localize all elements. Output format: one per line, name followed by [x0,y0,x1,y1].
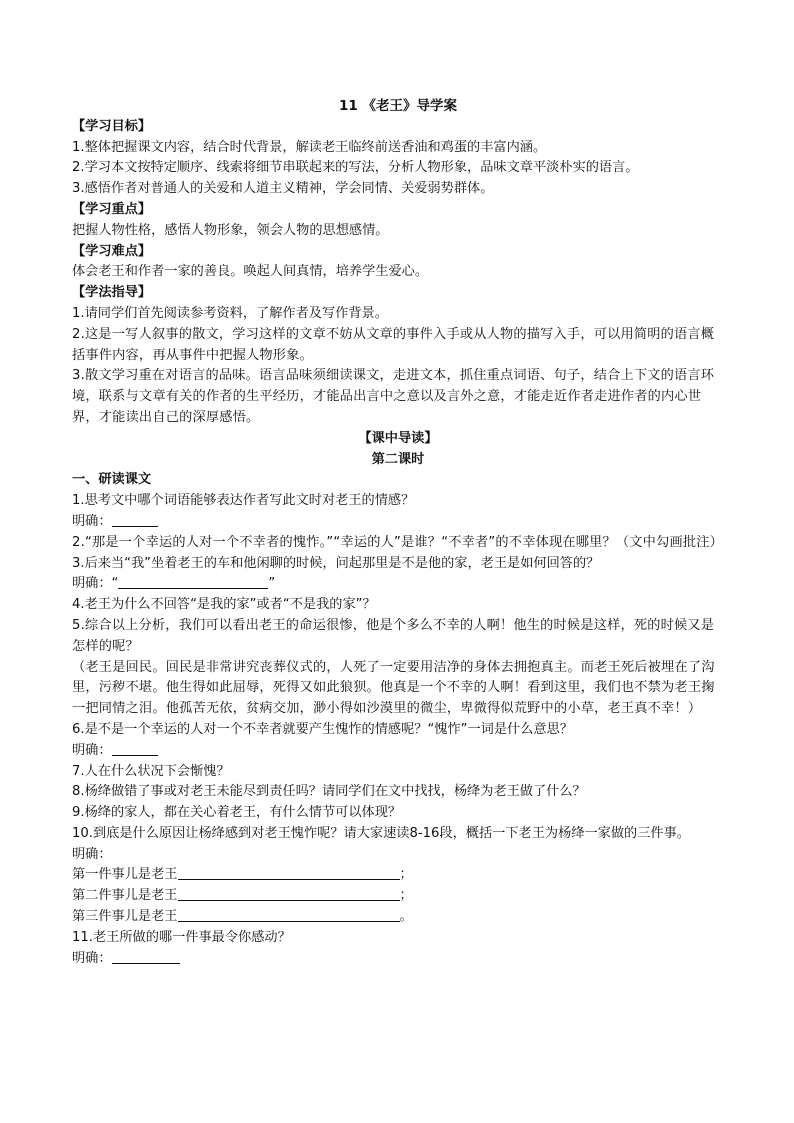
answer-row-11 [72,949,724,970]
answer-row-3 [72,574,724,595]
method-heading: 【学法指导】 [72,285,152,301]
answer-row-1 [72,512,724,533]
question-9: 9.杨绛的家人，都在关心着老王，有什么情节可以体现？ [72,805,402,821]
punctuation: 。 [399,909,413,925]
answer-blank[interactable] [112,513,158,527]
method-item: 3.散文学习重在对语言的品味。语言品味须细读课文，走进文本，抓住重点词语、句子，结合上下文的语言环境，联系与文章有关的作者的生平经历，才能品出言中之意以及言外之意，才能走近作者走进作者的内心世界，才能读出自己的深厚感悟。 [72,368,715,425]
method-item: 1.请同学们首先阅读参考资料，了解作者及写作背景。 [72,305,388,321]
page-title: 11 《老王》导学案 [339,98,457,114]
lesson-label: 第二课时 [371,451,425,467]
goals-heading: 【学习目标】 [72,118,152,134]
answer-label: 明确： [72,513,112,529]
question-4: 4.老王为什么不回答“是我的家”或者“不是我的家”？ [72,597,376,613]
punctuation: ； [399,867,413,883]
difficulty-text: 体会老王和作者一家的善良。唤起人间真情，培养学生爱心。 [72,264,429,280]
question-7: 7.人在什么状况下会惭愧？ [72,763,230,779]
section-heading: 一、研读课文 [72,472,152,488]
thing-label: 第二件事儿是老王 [72,888,178,904]
answer-label: 明确： [72,950,112,966]
question-6: 6.是不是一个幸运的人对一个不幸者就要产生愧怍的情感呢？“愧怍”一词是什么意思？ [72,721,573,737]
question-3: 3.后来当“我”坐着老王的车和他闲聊的时候，问起那里是不是他的家，老王是如何回答的？ [72,555,600,571]
question-10: 10.到底是什么原因让杨绛感到对老王愧怍呢？请大家速读8-16段，概括一下老王为杨绛一家做的三件事。 [72,825,690,841]
question-2: 2.“那是一个幸运的人对一个不幸者的愧怍。”“幸运的人”是谁？“不幸者”的不幸体现在哪里？（文中勾画批注） [72,534,724,550]
answer-label: 明确：“ [72,576,119,592]
question-1: 1.思考文中哪个词语能够表达作者写此文时对老王的情感？ [72,493,415,509]
goal-item: 2.学习本文按特定顺序、线索将细节串联起来的写法，分析人物形象，品味文章平淡朴实的语言。 [72,160,639,176]
quote-close: ” [268,576,276,592]
question-5-note: （老王是回民。回民是非常讲究丧葬仪式的，人死了一定要用洁净的身体去拥抱真主。而老王死后被埋在了沟里，污秽不堪。他生得如此屈辱，死得又如此狼狈。他真是一个不幸的人啊！看到这里，我们也不禁为老王掬一把同情之泪。他孤苦无依，贫病交加，渺小得如沙漠里的微尘，卑微得似荒野中的小草，老王真不幸！） [72,659,715,717]
answer-blank[interactable] [112,742,158,756]
punctuation: ； [399,888,413,904]
thing-label: 第三件事儿是老王 [72,909,178,925]
thing-row-1 [72,865,724,886]
difficulty-heading: 【学习难点】 [72,243,152,259]
thing-row-2 [72,886,724,907]
answer-blank[interactable] [112,950,180,964]
answer-blank[interactable] [178,866,400,880]
answer-label-10: 明确： [72,846,112,862]
guide-heading: 【课中导读】 [358,430,438,446]
answer-row-6 [72,741,724,762]
question-5: 5.综合以上分析，我们可以看出老王的命运很惨，他是个多么不幸的人啊！他生的时候是这样，死的时候又是怎样的呢？ [72,617,715,654]
key-heading: 【学习重点】 [72,201,152,217]
question-8: 8.杨绛做错了事或对老王未能尽到责任吗？请同学们在文中找找，杨绛为老王做了什么？ [72,784,586,800]
answer-blank[interactable] [118,575,268,589]
thing-row-3 [72,907,724,928]
answer-blank[interactable] [178,908,400,922]
answer-blank[interactable] [178,887,400,901]
goal-item: 3.感悟作者对普通人的关爱和人道主义精神，学会同情、关爱弱势群体。 [72,181,494,197]
question-11: 11.老王所做的哪一件事最令你感动？ [72,929,291,945]
answer-label: 明确： [72,742,112,758]
goal-item: 1.整体把握课文内容，结合时代背景，解读老王临终前送香油和鸡蛋的丰富内涵。 [72,139,547,155]
key-text: 把握人物性格，感悟人物形象，领会人物的思想感情。 [72,222,389,238]
method-item: 2.这是一写人叙事的散文，学习这样的文章不妨从文章的事件入手或从人物的描写入手，可以用简明的语言概括事件内容，再从事件中把握人物形象。 [72,326,715,363]
thing-label: 第一件事儿是老王 [72,867,178,883]
worksheet-page [72,96,724,969]
